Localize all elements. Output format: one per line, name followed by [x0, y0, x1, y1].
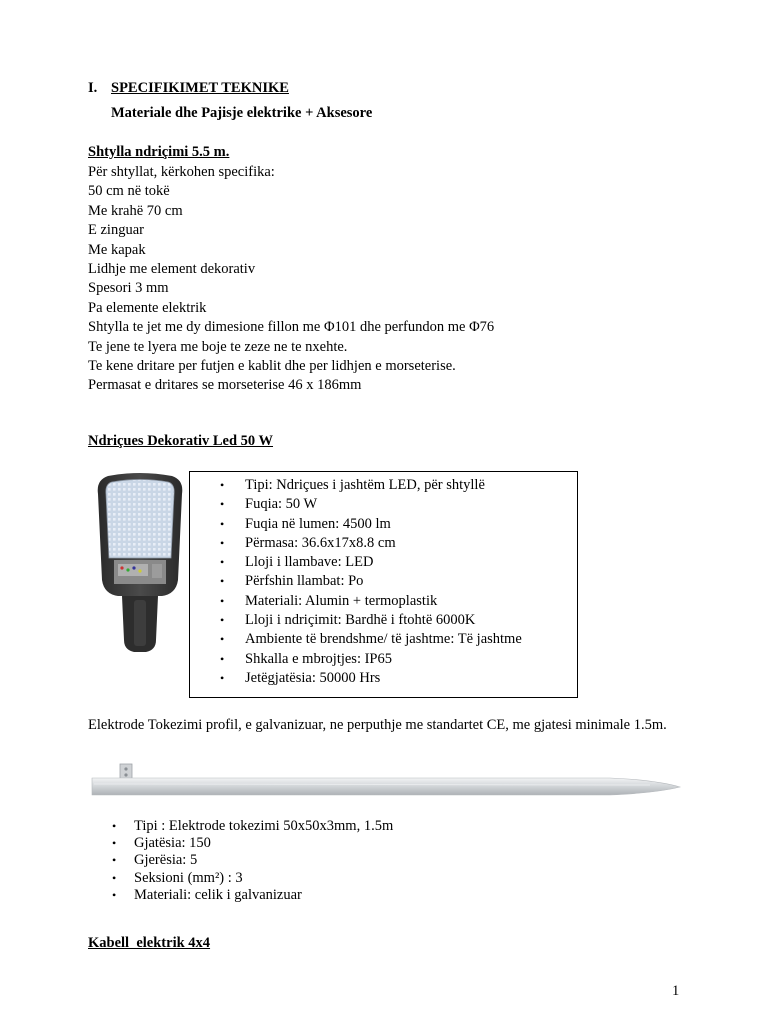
led-spec-item: • Ambiente të brendshme/ të jashtme: Të jashtme	[220, 630, 522, 649]
led-spec-item: • Jetëgjatësia: 50000 Hrs	[220, 669, 522, 688]
pole-spec-line: Te kene dritare per futjen e kablit dhe per lidhjen e morseterise.	[88, 358, 456, 374]
pole-title: Shtylla ndriçimi 5.5 m.	[88, 144, 230, 160]
pole-spec-line: Lidhje me element dekorativ	[88, 261, 256, 277]
led-spec-item: • Fuqia: 50 W	[220, 495, 522, 514]
section-number: I.	[88, 80, 98, 96]
section-title: SPECIFIKIMET TEKNIKE	[111, 80, 289, 96]
pole-spec-line: Me kapak	[88, 241, 146, 258]
led-spec-item: • Materiali: Alumin + termoplastik	[220, 592, 522, 611]
electrode-spec-item: • Materiali: celik i galvanizuar	[112, 887, 393, 904]
led-spec-item: • Lloji i llambave: LED	[220, 553, 522, 572]
electrode-spec-item: • Tipi : Elektrode tokezimi 50x50x3mm, 1.5m	[112, 818, 393, 835]
grounding-electrode-image	[90, 762, 682, 804]
led-spec-list	[220, 476, 522, 688]
led-spec-item: • Përfshin llambat: Po	[220, 572, 522, 591]
led-street-light-image	[92, 472, 188, 656]
pole-spec-line: Për shtyllat, kërkohen specifika:	[88, 164, 275, 180]
led-title: Ndriçues Dekorativ Led 50 W	[88, 433, 274, 449]
electrode-spec-list	[112, 818, 393, 904]
pole-spec-line: Pa elemente elektrik	[88, 299, 207, 316]
electrode-spec-item: • Gjatësia: 150	[112, 835, 393, 852]
electrode-spec-item: • Seksioni (mm²) : 3	[112, 870, 393, 887]
led-spec-item: • Fuqia në lumen: 4500 lm	[220, 515, 522, 534]
pole-spec-line: Me krahë 70 cm	[88, 202, 183, 219]
electrode-spec-item: • Gjerësia: 5	[112, 852, 393, 869]
pole-spec-line: 50 cm në tokë	[88, 183, 170, 200]
pole-spec-line: Permasat e dritares se morseterise 46 x 186mm	[88, 377, 362, 394]
led-spec-item: • Lloji i ndriçimit: Bardhë i ftohtë 6000K	[220, 611, 522, 630]
pole-spec-line: E zinguar	[88, 222, 144, 239]
section-subtitle: Materiale dhe Pajisje elektrike + Aksesore	[111, 105, 373, 121]
page-number: 1	[672, 983, 680, 999]
pole-spec-line: Te jene te lyera me boje te zeze ne te nxehte.	[88, 338, 348, 355]
led-spec-item: • Tipi: Ndriçues i jashtëm LED, për shtyllë	[220, 476, 522, 495]
electrode-description: Elektrode Tokezimi profil, e galvanizuar, ne perputhje me standartet CE, me gjatesi minimale 1.5m.	[88, 717, 667, 733]
pole-spec-line: Spesori 3 mm	[88, 280, 169, 297]
led-spec-item: • Shkalla e mbrojtjes: IP65	[220, 650, 522, 669]
pole-spec-line: Shtylla te jet me dy dimesione fillon me Φ101 dhe perfundon me Φ76	[88, 319, 495, 336]
cable-title: Kabell elektrik 4x4	[88, 935, 211, 951]
led-spec-item: • Përmasa: 36.6x17x8.8 cm	[220, 534, 522, 553]
